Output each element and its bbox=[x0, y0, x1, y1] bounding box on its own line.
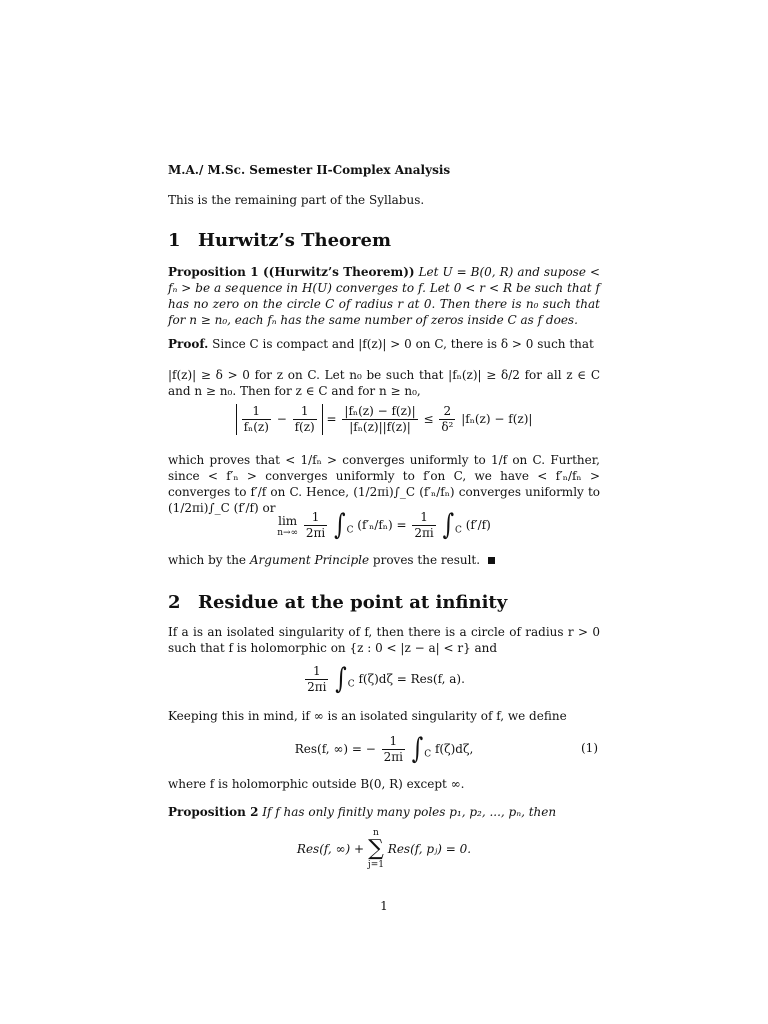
section-2-heading bbox=[168, 592, 507, 614]
proposition-2-text: If f has only finitly many poles p₁, p₂, ..., pₙ, then bbox=[262, 805, 557, 819]
proposition-2-label: Proposition 2 bbox=[168, 805, 259, 819]
proposition-1-label: Proposition 1 ((Hurwitz’s Theorem)) bbox=[168, 265, 415, 279]
eq1-absolute-value: $\frac{1}{\text{fₙ(z)}}$ − $\frac{1}{f(z)}$ bbox=[236, 404, 323, 435]
equation-5: Res(f, ∞) + n ∑ j=1 Res(f, pⱼ) = 0. bbox=[296, 828, 472, 870]
proposition-1-text: Let U = B(0, R) and supose < fₙ > be a sequence in H(U) converges to f. Let 0 < r < R be such that f has no zero on the circle C of radius r at 0. Then there is n₀ such that for n ≥ n₀, each fₙ has the same number of zeros inside C as f does. bbox=[168, 265, 600, 327]
page-number: 1 bbox=[380, 899, 388, 913]
proof-label: Proof. bbox=[168, 337, 209, 351]
section-2-number: 2 bbox=[168, 592, 181, 613]
equation-3: $\frac{1}{2\pi i}$ $\int_C$ f(ζ)dζ = Res(f, a). bbox=[307, 662, 465, 696]
proof-text-2: |f(z)| ≥ δ > 0 for z on C. Let n₀ be such that |fₙ(z)| ≥ δ/2 for all z ∈ C and n ≥ n₀. Then for z ∈ C and for n ≥ n₀, bbox=[168, 368, 600, 398]
section-2-title: Residue at the point at infinity bbox=[198, 592, 508, 613]
course-title: M.A./ M.Sc. Semester II-Complex Analysis bbox=[168, 163, 451, 177]
section-2-text-2: Keeping this in mind, if ∞ is an isolated singularity of f, we define bbox=[168, 709, 567, 723]
equation-4: Res(f, ∞) = − $\frac{1}{2\pi i}$ $\int_C$ f(ζ)dζ, bbox=[294, 732, 474, 766]
equation-4-number: (1) bbox=[581, 741, 598, 755]
section-1-title: Hurwitz’s Theorem bbox=[198, 230, 392, 251]
proof-ending: which by the Argument Principle proves the result. bbox=[168, 552, 600, 568]
proposition-2 bbox=[168, 804, 600, 820]
proof-line-1 bbox=[168, 336, 600, 352]
proposition-1 bbox=[168, 264, 600, 328]
qed-square-icon bbox=[488, 557, 495, 564]
equation-1: $\frac{1}{\text{fₙ(z)}}$ − $\frac{1}{f(z)}$ = $\frac{\text{|fₙ(z) − f(z)|}}{\text{|fₙ(z)||f(z)|}}$ ≤ $\frac{2}{\text{δ²}}$ |fₙ(z) − f(z)| bbox=[168, 404, 600, 435]
section-2-text-1: If a is an isolated singularity of f, then there is a circle of radius r > 0 such that f is holomorphic on {z : 0 < |z − a| < r} and bbox=[168, 625, 600, 655]
intro-text: This is the remaining part of the Syllabus. bbox=[168, 193, 425, 207]
proof-text-1: Since C is compact and |f(z)| > 0 on C, there is δ > 0 such that bbox=[212, 337, 594, 351]
section-1-heading bbox=[168, 230, 391, 252]
proof-text-3: which proves that < 1/fₙ > converges uniformly to 1/f on C. Further, since < f′ₙ > converges uniformly to f′on C, we have < f′ₙ/fₙ > converges to f′/f on C. Hence, (1/2πi)∫_C (f′ₙ/fₙ) converges uniformly to (1/2πi)∫_C (f′/f) or bbox=[168, 453, 600, 515]
equation-2: lim n→∞ $\frac{1}{2\pi i}$ $\int_C$ (f′ₙ/fₙ) = $\frac{1}{2\pi i}$ $\int_C$ (f′/f) bbox=[277, 508, 491, 542]
section-1-number: 1 bbox=[168, 230, 181, 251]
section-2-text-3: where f is holomorphic outside B(0, R) except ∞. bbox=[168, 777, 465, 791]
